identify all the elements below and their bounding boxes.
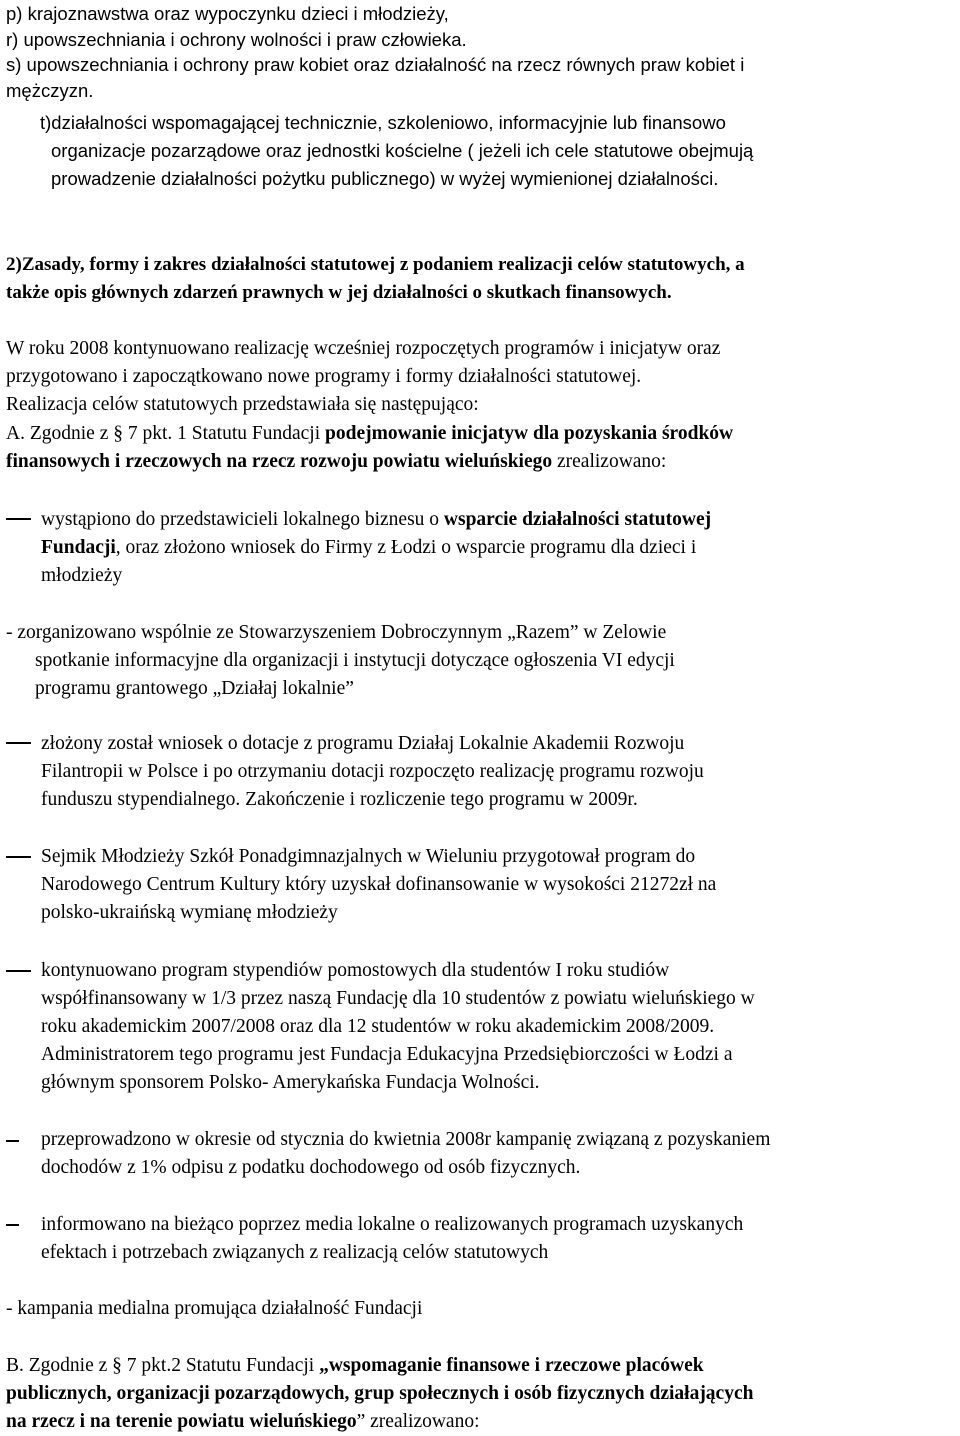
item3-line1: złożony został wniosek o dotacje z programu Działaj Lokalnie Akademii Rozwoju [41, 733, 685, 754]
item7-line1: informowano na bieżąco poprzez media lokalne o realizowanych programach uzyskanych [41, 1214, 744, 1235]
item1-text-cont: , oraz złożono wniosek do Firmy z Łodzi o wsparcie programu dla dzieci i [115, 537, 697, 558]
intro-line1: W roku 2008 kontynuowano realizację wcześniej rozpoczętych programów i inicjatyw oraz [6, 338, 721, 359]
list-item-s-line1: s) upowszechniania i ochrony praw kobiet oraz działalność na rzecz równych praw kobiet i [6, 54, 745, 75]
item5-line3: roku akademickim 2007/2008 oraz dla 12 studentów w roku akademickim 2008/2009. [41, 1016, 715, 1037]
list-item-t-line3: prowadzenie działalności pożytku publicznego) w wyżej wymienionej działalności. [51, 168, 719, 189]
item3-line2: Filantropii w Polsce i po otrzymaniu dotacji rozpoczęto realizację programu rozwoju [41, 761, 704, 782]
part-b-line3 [6, 1408, 480, 1436]
item2-line2: spotkanie informacyjne dla organizacji i instytucji dotyczące ogłoszenia VI edycji [35, 650, 675, 671]
dash-bullet [6, 518, 31, 520]
item1-line2 [41, 534, 696, 562]
part-b-prefix: B. Zgodnie z § 7 pkt.2 Statutu Fundacji [6, 1355, 320, 1376]
list-item-r: r) upowszechniania i ochrony wolności i praw człowieka. [6, 29, 467, 50]
section-heading-line2: także opis głównych zdarzeń prawnych w jej działalności o skutkach finansowych. [6, 282, 672, 303]
part-a-prefix: A. Zgodnie z § 7 pkt. 1 Statutu Fundacji [6, 423, 326, 444]
part-a-line1 [6, 420, 956, 448]
item8-line1: - kampania medialna promująca działalność Fundacji [6, 1298, 423, 1319]
item2-line3: programu grantowego „Działaj lokalnie” [35, 678, 354, 699]
part-a-line2 [6, 448, 666, 476]
part-a-title-bold: podejmowanie inicjatyw dla pozyskania środków [325, 423, 734, 444]
item4-line3: polsko-ukraińską wymianę młodzieży [41, 902, 338, 923]
part-b-title-bold: „wspomaganie finansowe i rzeczowe placówek [319, 1355, 704, 1376]
dash-bullet [6, 1140, 19, 1142]
part-a-title-bold-cont: finansowych i rzeczowych na rzecz rozwoju powiatu wieluńskiego [6, 451, 553, 472]
item1-line3: młodzieży [41, 565, 123, 586]
part-b-title-bold-cont: na rzecz i na terenie powiatu wieluńskiego [6, 1411, 357, 1432]
item4-line2: Narodowego Centrum Kultury który uzyskał dofinansowanie w wysokości 21272zł na [41, 874, 717, 895]
item4-line1: Sejmik Młodzieży Szkół Ponadgimnazjalnych w Wieluniu przygotował program do [41, 846, 696, 867]
list-item-s-line2: mężczyzn. [6, 80, 94, 101]
item5-line4: Administratorem tego programu jest Fundacja Edukacyjna Przedsiębiorczości w Łodzi a [41, 1044, 733, 1065]
dash-bullet [6, 742, 31, 744]
list-item-t-line1: t)działalności wspomagającej technicznie, szkoleniowo, informacyjnie lub finansowo [40, 112, 726, 133]
dash-bullet [6, 970, 31, 972]
list-item-t-line2: organizacje pozarządowe oraz jednostki kościelne ( jeżeli ich cele statutowe obejmują [51, 140, 754, 161]
part-a-suffix: zrealizowano: [552, 451, 667, 472]
item5-line5: głównym sponsorem Polsko- Amerykańska Fundacja Wolności. [41, 1072, 540, 1093]
item1-bold: wsparcie działalności statutowej [443, 509, 712, 530]
intro-line3: Realizacja celów statutowych przedstawiała się następująco: [6, 394, 479, 415]
intro-line2: przygotowano i zapoczątkowano nowe programy i formy działalności statutowej. [6, 366, 642, 387]
item6-line1: przeprowadzono w okresie od stycznia do kwietnia 2008r kampanię związaną z pozyskaniem [41, 1129, 771, 1150]
item2-line1: - zorganizowano wspólnie ze Stowarzyszeniem Dobroczynnym „Razem” w Zelowie [6, 622, 667, 643]
item7-line2: efektach i potrzebach związanych z realizacją celów statutowych [41, 1242, 549, 1263]
part-b-line1 [6, 1352, 704, 1380]
dash-bullet [6, 856, 31, 858]
item1-line1 [41, 506, 711, 534]
item5-line1: kontynuowano program stypendiów pomostowych dla studentów I roku studiów [41, 960, 670, 981]
part-b-suffix: ” zrealizowano: [356, 1411, 480, 1432]
item6-line2: dochodów z 1% odpisu z podatku dochodowego od osób fizycznych. [41, 1157, 581, 1178]
part-b-line2: publicznych, organizacji pozarządowych, grup społecznych i osób fizycznych działających [6, 1383, 754, 1404]
dash-bullet [6, 1224, 19, 1226]
item1-bold-cont: Fundacji [41, 537, 116, 558]
list-item-p: p) krajoznawstwa oraz wypoczynku dzieci i młodzieży, [6, 3, 449, 24]
item3-line3: funduszu stypendialnego. Zakończenie i rozliczenie tego programu w 2009r. [41, 789, 638, 810]
section-heading-line1: 2)Zasady, formy i zakres działalności statutowej z podaniem realizacji celów statutowych, a [6, 254, 745, 275]
item5-line2: współfinansowany w 1/3 przez naszą Fundację dla 10 studentów z powiatu wieluńskiego w [41, 988, 755, 1009]
item1-text: wystąpiono do przedstawicieli lokalnego biznesu o [41, 509, 444, 530]
